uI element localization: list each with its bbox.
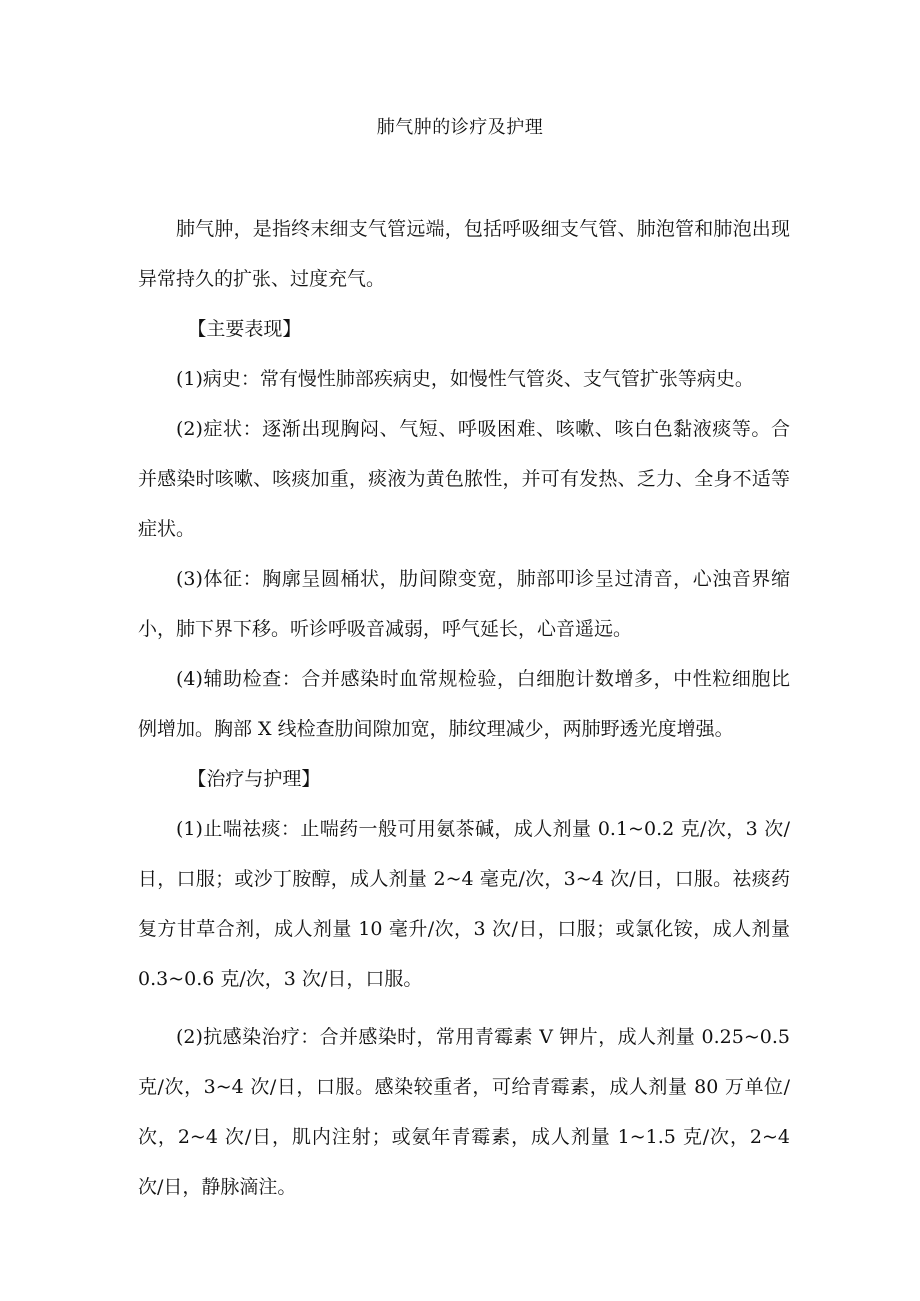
section-heading-main-symptoms: 【主要表现】: [187, 318, 302, 340]
document-body: [138, 204, 790, 1212]
paragraph-treatment-anti-infection: (2)抗感染治疗：合并感染时，常用青霉素 V 钾片，成人剂量 0.25~0.5 克/次，3~4 次/日，口服。感染较重者，可给青霉素，成人剂量 80 万单位/次，2~4 次/日，肌内注射；或氨年青霉素，成人剂量 1~1.5 克/次，2~4 次/日，静脉滴注。: [138, 1026, 790, 1198]
paragraph-intro: 肺气肿，是指终末细支气管远端，包括呼吸细支气管、肺泡管和肺泡出现异常持久的扩张、过度充气。: [138, 218, 790, 290]
document-title: 肺气肿的诊疗及护理: [376, 117, 544, 138]
paragraph-symptoms: (2)症状：逐渐出现胸闷、气短、呼吸困难、咳嗽、咳白色黏液痰等。合并感染时咳嗽、咳痰加重，痰液为黄色脓性，并可有发热、乏力、全身不适等症状。: [138, 418, 790, 540]
section-heading-treatment: 【治疗与护理】: [187, 768, 321, 790]
paragraph-treatment-antiasthma: (1)止喘祛痰：止喘药一般可用氨茶碱，成人剂量 0.1~0.2 克/次，3 次/日，口服；或沙丁胺醇，成人剂量 2~4 毫克/次，3~4 次/日，口服。祛痰药复方甘草合剂，成人剂量 10 毫升/次，3 次/日，口服；或氯化铵，成人剂量 0.3~0.6 克/次，3 次/日，口服。: [138, 818, 790, 990]
paragraph-signs: (3)体征：胸廓呈圆桶状，肋间隙变宽，肺部叩诊呈过清音，心浊音界缩小，肺下界下移。听诊呼吸音减弱，呼气延长，心音遥远。: [138, 568, 790, 640]
paragraph-history: (1)病史：常有慢性肺部疾病史，如慢性气管炎、支气管扩张等病史。: [176, 368, 754, 390]
paragraph-auxiliary-exam: (4)辅助检查：合并感染时血常规检验，白细胞计数增多，中性粒细胞比例增加。胸部 X 线检查肋间隙加宽，肺纹理减少，两肺野透光度增强。: [138, 668, 790, 740]
